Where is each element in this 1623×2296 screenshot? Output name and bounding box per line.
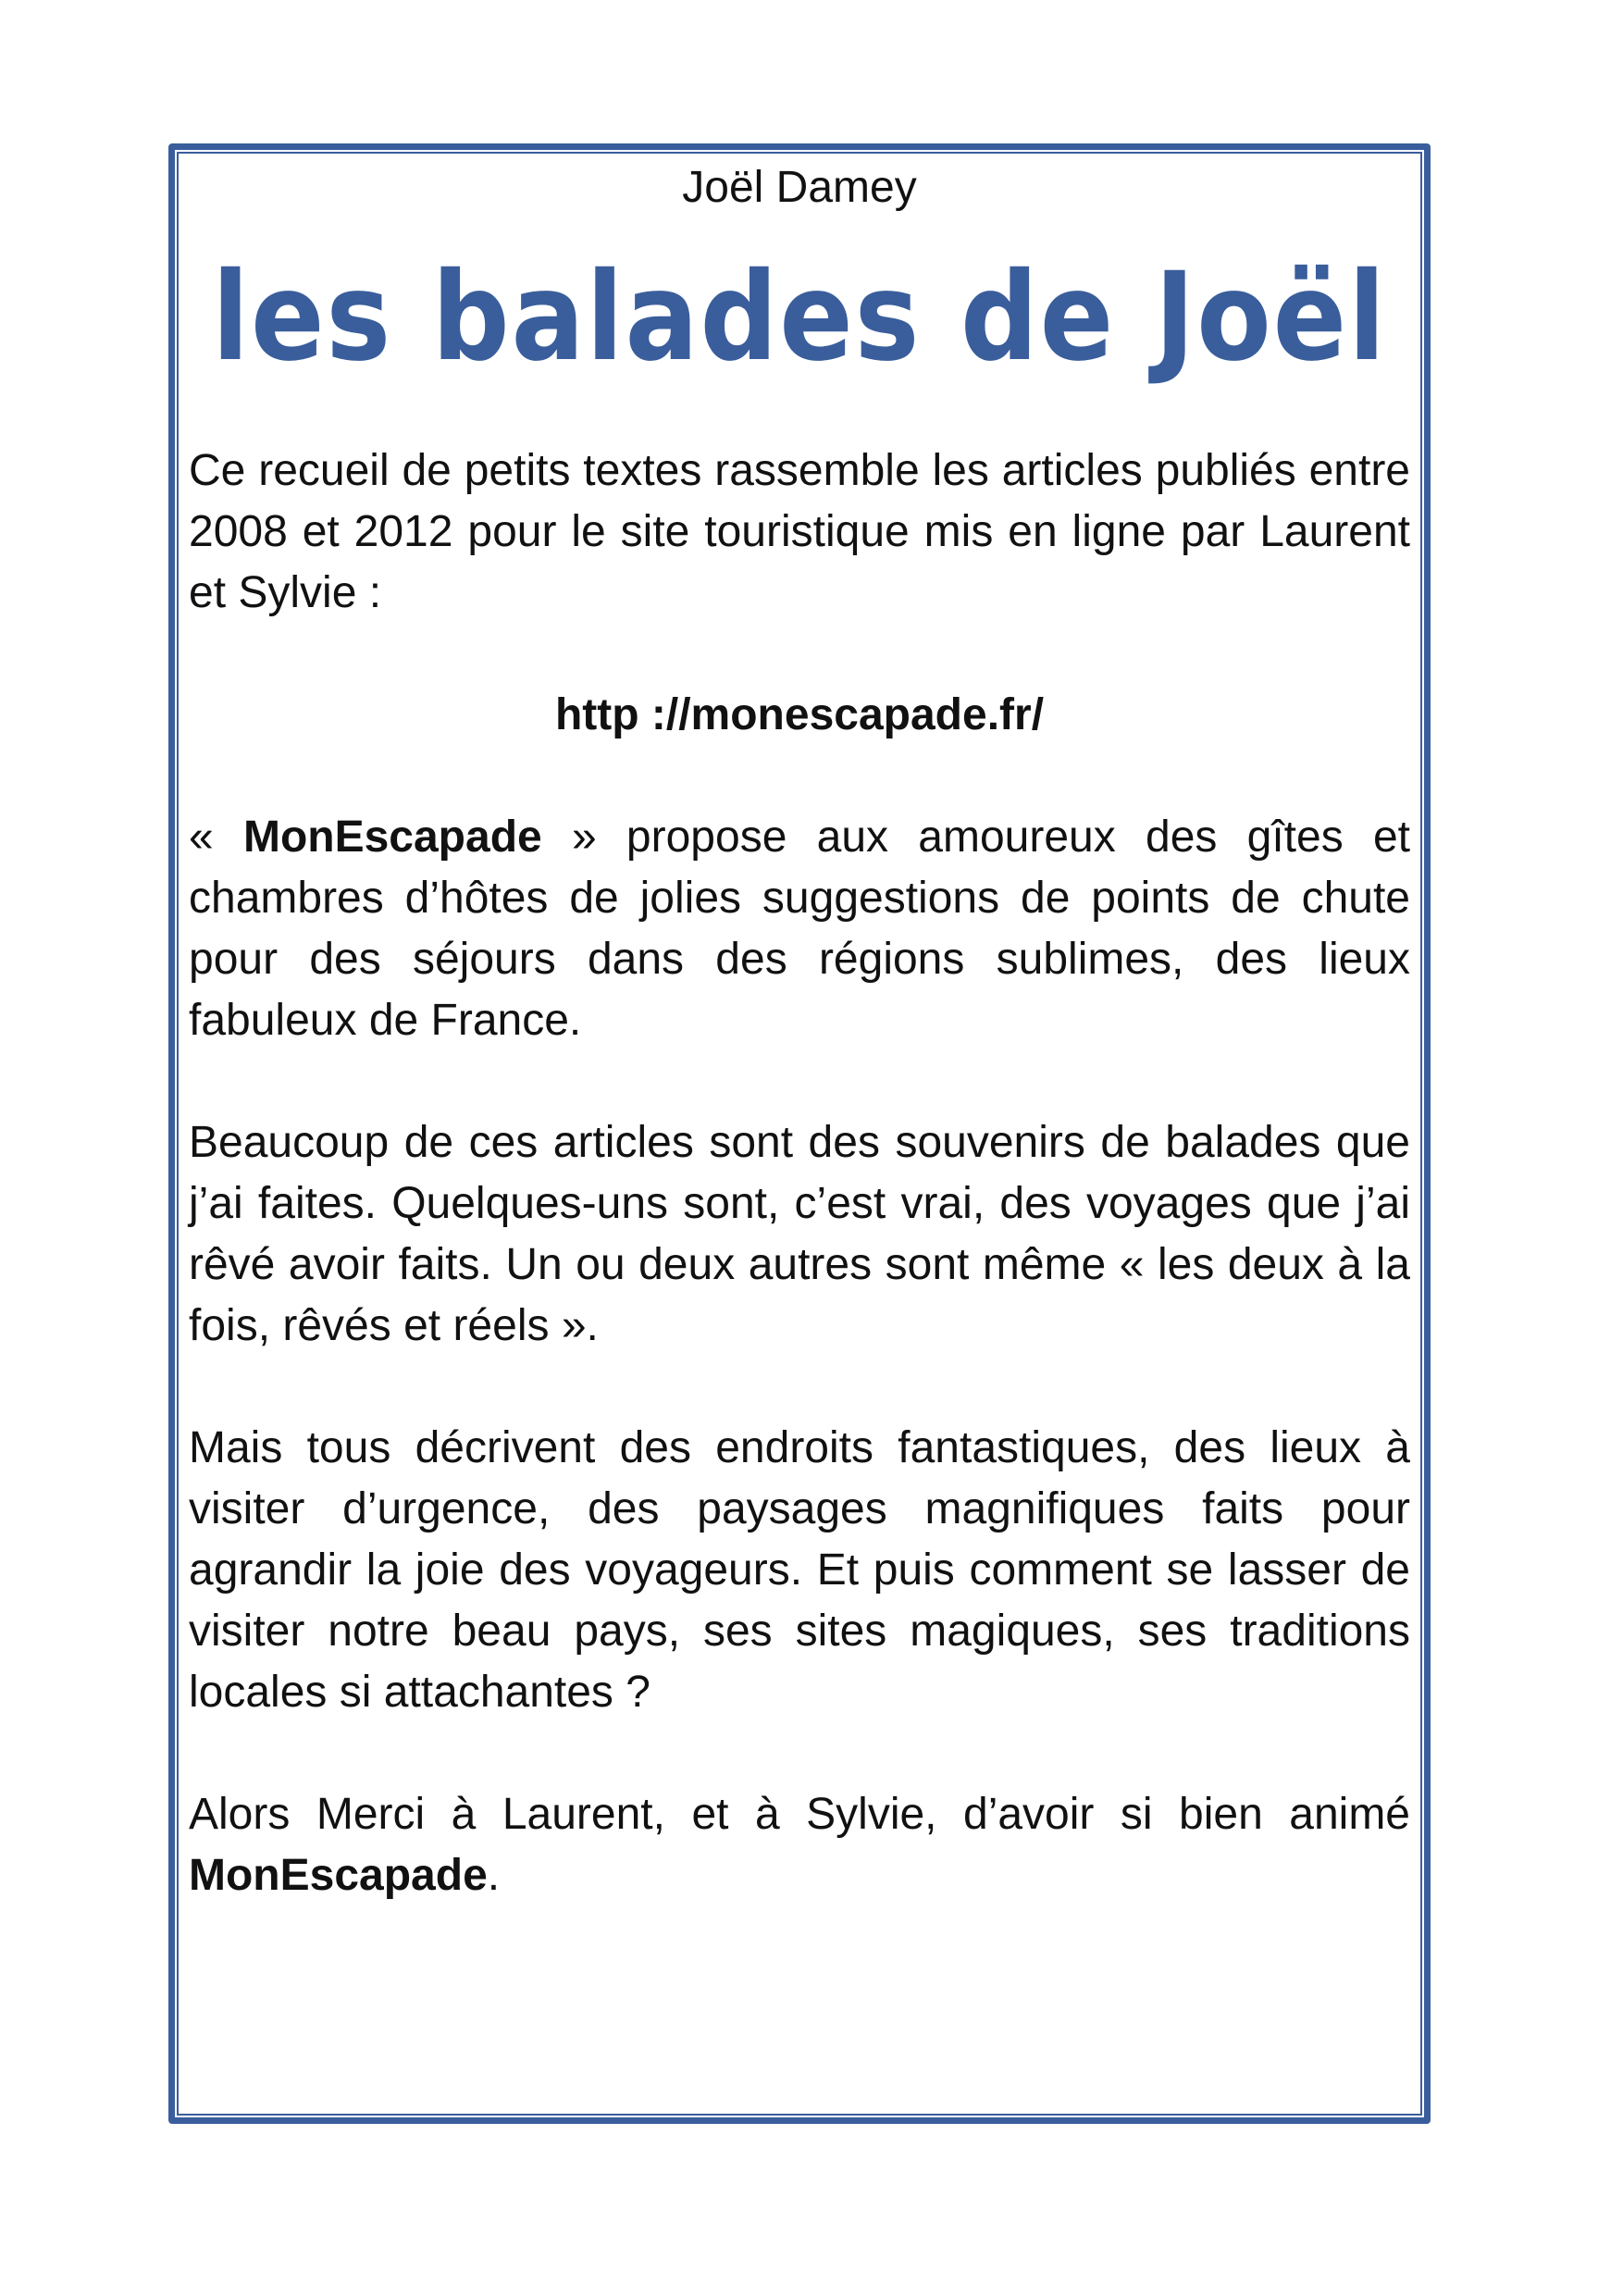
title-block xyxy=(189,250,1410,389)
paragraph-rest: » propose aux amoureux des gîtes et chambres d’hôtes de jolies suggestions de points de chute pour des séjours dans des régions sublimes, des lieux fabuleux de France. xyxy=(189,813,1410,1045)
paragraph-monescapade xyxy=(189,807,1410,1051)
merci-end: . xyxy=(487,1851,501,1900)
cover-content xyxy=(189,157,1410,1906)
open-quote: « xyxy=(189,813,243,862)
brand-name-closing: MonEscapade xyxy=(189,1851,488,1900)
paragraph-merci xyxy=(189,1784,1410,1906)
paragraph-endroits: Mais tous décrivent des endroits fantastiques, des lieux à visiter d’urgence, des paysages magnifiques faits pour agrandir la joie des voyageurs. Et puis comment se lasser de visiter notre beau pays, ses sites magiques, ses traditions locales si attachantes ? xyxy=(189,1423,1410,1717)
intro-paragraph: Ce recueil de petits textes rassemble les articles publiés entre 2008 et 2012 pour le site touristique mis en ligne par Laurent et Sylvie : xyxy=(189,446,1410,617)
merci-text: Alors Merci à Laurent, et à Sylvie, d’avoir si bien animé xyxy=(189,1790,1410,1839)
author-name: Joël Damey xyxy=(682,163,917,212)
site-url: http ://monescapade.fr/ xyxy=(554,690,1045,739)
book-title: les balades de Joël xyxy=(212,250,1387,389)
brand-name: MonEscapade xyxy=(242,813,542,862)
title-graphic xyxy=(189,250,1410,389)
paragraph-souvenirs: Beaucoup de ces articles sont des souvenirs de balades que j’ai faites. Quelques-uns sont, c’est vrai, des voyages que j’ai rêvé avoir faits. Un ou deux autres sont même « les deux à la fois, rêvés et réels ». xyxy=(189,1118,1410,1350)
